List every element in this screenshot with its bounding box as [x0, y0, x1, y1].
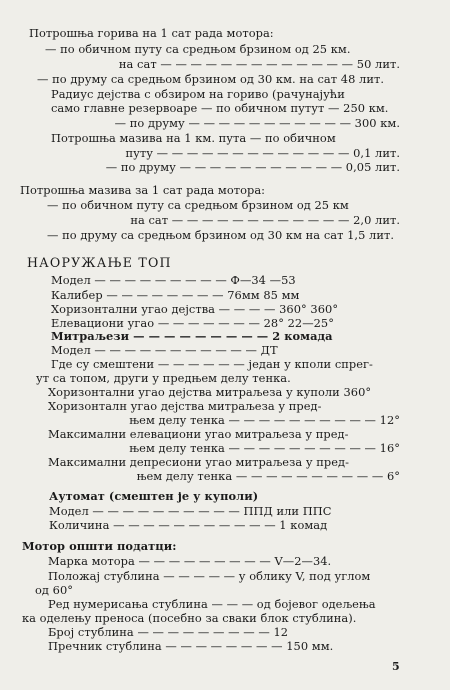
lube-per-km-line-1: Потрошња мазива на 1 км. пута — по обичном — [51, 131, 336, 145]
automat-heading: Аутомат (смештен је у куполи) — [49, 489, 259, 503]
cylinder-order-line-1: Ред нумерисања стублина — — — од бојевог одељења — [48, 597, 376, 611]
caliber-line: Калибер — — — — — — — — 76мм 85 мм — [51, 288, 300, 302]
turret-mg-angle-line: Хоризонтални угао дејства митраљеза у куполи 360° — [48, 385, 372, 399]
max-depression-line-2: њем делу тенка — — — — — — — — — — 6° — [136, 469, 400, 483]
horizontal-angle-line: Хоризонтални угао дејства — — — — 360° 360° — [51, 302, 339, 316]
range-line-1: Радиус дејства с обзиром на гориво (рачунајући — [51, 87, 345, 101]
range-line-2: само главне резервоаре — по обичном путут — 250 км. — [51, 101, 389, 115]
max-depression-line-1: Максимални депресиони угао митраљеза у пред- — [48, 455, 350, 469]
lube-per-km-line-2: путу — — — — — — — — — — — — — 0,1 лит. — [125, 146, 400, 160]
cylinder-bore-line: Пречник стублина — — — — — — — — 150 мм. — [48, 639, 334, 653]
armament-heading: НАОРУЖАЊЕ ТОП — [27, 255, 172, 270]
cylinder-order-line-2: ка оделењу преноса (посебно за сваки блок стублина). — [22, 611, 357, 625]
machine-guns-line: Митраљези — — — — — — — — — 2 комада — [51, 329, 333, 343]
front-mg-angle-line-2: њем делу тенка — — — — — — — — — — 12° — [129, 413, 400, 427]
elevation-angle-line: Елевациони угао — — — — — — — 28° 22—25° — [51, 316, 334, 330]
cylinder-position-line-1: Положај стублина — — — — — у облику V, под углом — [48, 569, 371, 583]
lubricant-line-1: — по обичном путу са средњом брзином од 25 км — [47, 198, 349, 212]
page-number: 5 — [392, 660, 400, 673]
engine-make-line: Марка мотора — — — — — — — — — V—2—34. — [48, 554, 332, 568]
mg-location-line-2: ут са топом, други у предњем делу тенка. — [36, 371, 291, 385]
max-elevation-line-1: Максимални елевациони угао митраљеза у пред- — [48, 427, 349, 441]
lubricant-line-2: на сат — — — — — — — — — — — — 2,0 лит. — [130, 213, 400, 227]
lubricant-heading: Потрошња мазива за 1 сат рада мотора: — [20, 183, 266, 197]
cylinder-count-line: Број стублина — — — — — — — — — 12 — [48, 625, 289, 639]
lubricant-line-3: — по друму са средњом брзином од 30 км на сат 1,5 лит. — [47, 228, 394, 242]
fuel-road-line-2: на сат — — — — — — — — — — — — — 50 лит. — [118, 57, 400, 71]
engine-heading: Мотор општи податци: — [22, 539, 177, 553]
gun-model-line: Модел — — — — — — — — — Ф—34 —53 — [51, 273, 296, 287]
front-mg-angle-line-1: Хоризонталн угао дејства митраљеза у пред- — [48, 399, 322, 413]
fuel-road-line-1: — по обичном путу са средњом брзином од 25 км. — [45, 42, 351, 56]
fuel-highway-line: — по друму са средњом брзином од 30 км. на сат 48 лит. — [37, 72, 384, 86]
mg-location-line-1: Где су смештени — — — — — — један у кполи спрег- — [51, 357, 373, 371]
automat-quantity-line: Количина — — — — — — — — — — — 1 комад — [49, 518, 328, 532]
automat-model-line: Модел — — — — — — — — — — ППД или ППС — [49, 504, 332, 518]
range-line-3: — по друму — — — — — — — — — — — 300 км. — [114, 116, 400, 130]
mg-model-line: Модел — — — — — — — — — — — ДТ — [51, 343, 278, 357]
max-elevation-line-2: њем делу тенка — — — — — — — — — — 16° — [129, 441, 400, 455]
fuel-consumption-heading: Потрошња горива на 1 сат рада мотора: — [29, 26, 274, 40]
cylinder-position-line-2: од 60° — [35, 583, 73, 597]
lube-per-km-line-3: — по друму — — — — — — — — — — — 0,05 лит. — [105, 160, 400, 174]
